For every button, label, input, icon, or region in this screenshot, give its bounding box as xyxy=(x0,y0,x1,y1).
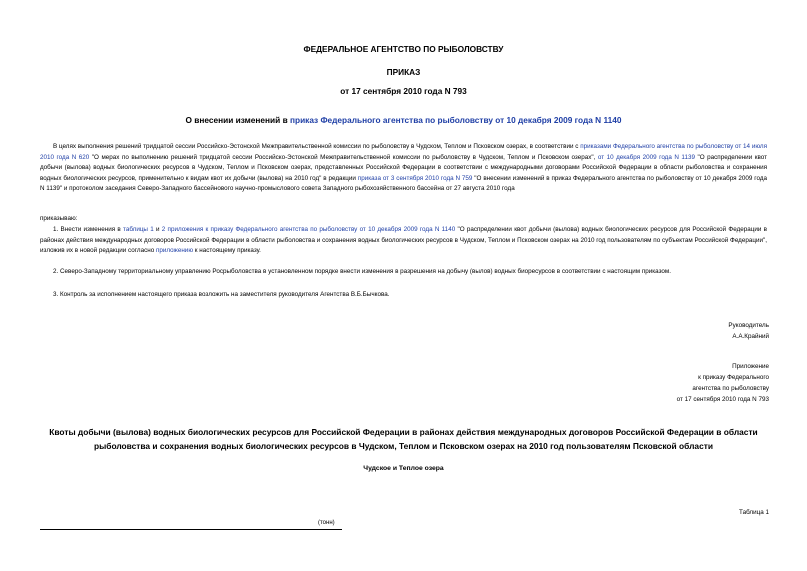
preamble-link-order-1139[interactable]: от 10 декабря 2009 года N 1139 xyxy=(597,153,695,161)
title-prefix: О внесении изменений в xyxy=(185,115,290,125)
appendix-ref-line-2: к приказу Федерального xyxy=(698,374,769,381)
item-3-paragraph: 3. Контроль за исполнением настоящего приказа возложить на заместителя руководителя Агентства В.Б.Бычкова. xyxy=(53,291,390,298)
document-title xyxy=(0,115,807,125)
table-top-rule xyxy=(40,529,342,530)
item-1-paragraph xyxy=(40,225,767,257)
table-label: Таблица 1 xyxy=(739,509,769,516)
order-word: приказываю: xyxy=(40,215,78,222)
item1-link-appendix[interactable]: приложению xyxy=(156,247,194,255)
units-label: (тонн) xyxy=(318,520,335,526)
signature-position: Руководитель xyxy=(728,322,769,329)
title-link[interactable]: приказ Федерального агентства по рыболовству от 10 декабря 2009 года N 1140 xyxy=(289,115,622,125)
item1-text-2: и xyxy=(153,226,162,233)
document-type: ПРИКАЗ xyxy=(386,67,421,77)
preamble-link-order-620[interactable]: приказами Федерального агентства по рыболовству от 14 июля 2010 года N 620 xyxy=(40,143,768,161)
appendix-ref-line-3: агентства по рыболовству xyxy=(692,385,769,392)
signature-name: А.А.Крайний xyxy=(732,333,769,340)
agency-name: ФЕДЕРАЛЬНОЕ АГЕНТСТВО ПО РЫБОЛОВСТВУ xyxy=(303,44,504,54)
item1-text-1: 1. Внести изменения в xyxy=(53,226,123,233)
preamble-text-3: "О распределении квот добычи (вылова) водных биологических ресурсов в Чудском, Теплом и Псковском озерах, представленных Российской Федерации в соответствии с международными договорами Российской Федерации в области рыболовства и сохранения водных биологических ресурсов, применительно к видам квот их добычи (вылова) на 2010 год" в редакции xyxy=(40,153,768,182)
item-2-paragraph: 2. Северо-Западному территориальному управлению Росрыболовства в установленном порядке внести изменения в разрешения на добычу (вылов) водных биоресурсов в соответствии с настоящим приказом. xyxy=(53,268,672,275)
appendix-ref-line-4: от 17 сентября 2010 года N 793 xyxy=(676,396,769,403)
preamble-paragraph xyxy=(40,142,767,195)
preamble-link-order-759[interactable]: приказа от 3 сентября 2010 года N 759 xyxy=(357,174,473,182)
preamble-text-4: "О внесении изменений в приказ Федерального агентства по рыболовству от 10 декабря 2009 года N 1139" и протоколом заседания Северо-Западного бассейнового научно-промыслового совета Западного рыбохозяйственного бассейна от 27 августа 2010 года xyxy=(40,174,767,193)
document-date-number: от 17 сентября 2010 года N 793 xyxy=(340,86,467,96)
item1-link-appendix-order-1140[interactable]: 2 приложения к приказу Федерального агентства по рыболовству от 10 декабря 2009 года N 1140 xyxy=(161,226,456,233)
appendix-ref-line-1: Приложение xyxy=(732,363,769,370)
item1-text-3: "О распределении квот добычи (вылова) водных биологических ресурсов для Российской Федерации в районах действия международных договоров Российской Федерации в области рыболовства и сохранения водных биологических ресурсов в Чудском, Теплом и Псковском озерах на 2010 год пользователям по субъектам Российской Федерации", изложив их в новой редакции согласно xyxy=(40,226,768,255)
item1-text-4: к настоящему приказу. xyxy=(193,247,261,255)
preamble-text-2: "О мерах по выполнению решений тридцатой сессии Российско-Эстонской Межправительственной комиссии по рыболовству в Чудском, Теплом и Псковском озерах", xyxy=(89,153,598,161)
quota-table-title: Квоты добычи (вылова) водных биологических ресурсов для Российской Федерации в районах действия международных договоров Российской Федерации в области рыболовства и сохранения водных биологических ресурсов в Чудском, Теплом и Псковском озерах на 2010 год пользователям Псковской области xyxy=(49,427,758,451)
table-subtitle: Чудское и Теплое озера xyxy=(363,465,444,472)
item1-link-table-1[interactable]: таблицы 1 xyxy=(123,226,154,233)
preamble-text-1: В целях выполнения решений тридцатой сессии Российско-Эстонской Межправительственной комиссии по рыболовству в Чудском, Теплом и Псковском озерах, в соответствии с xyxy=(53,143,581,150)
